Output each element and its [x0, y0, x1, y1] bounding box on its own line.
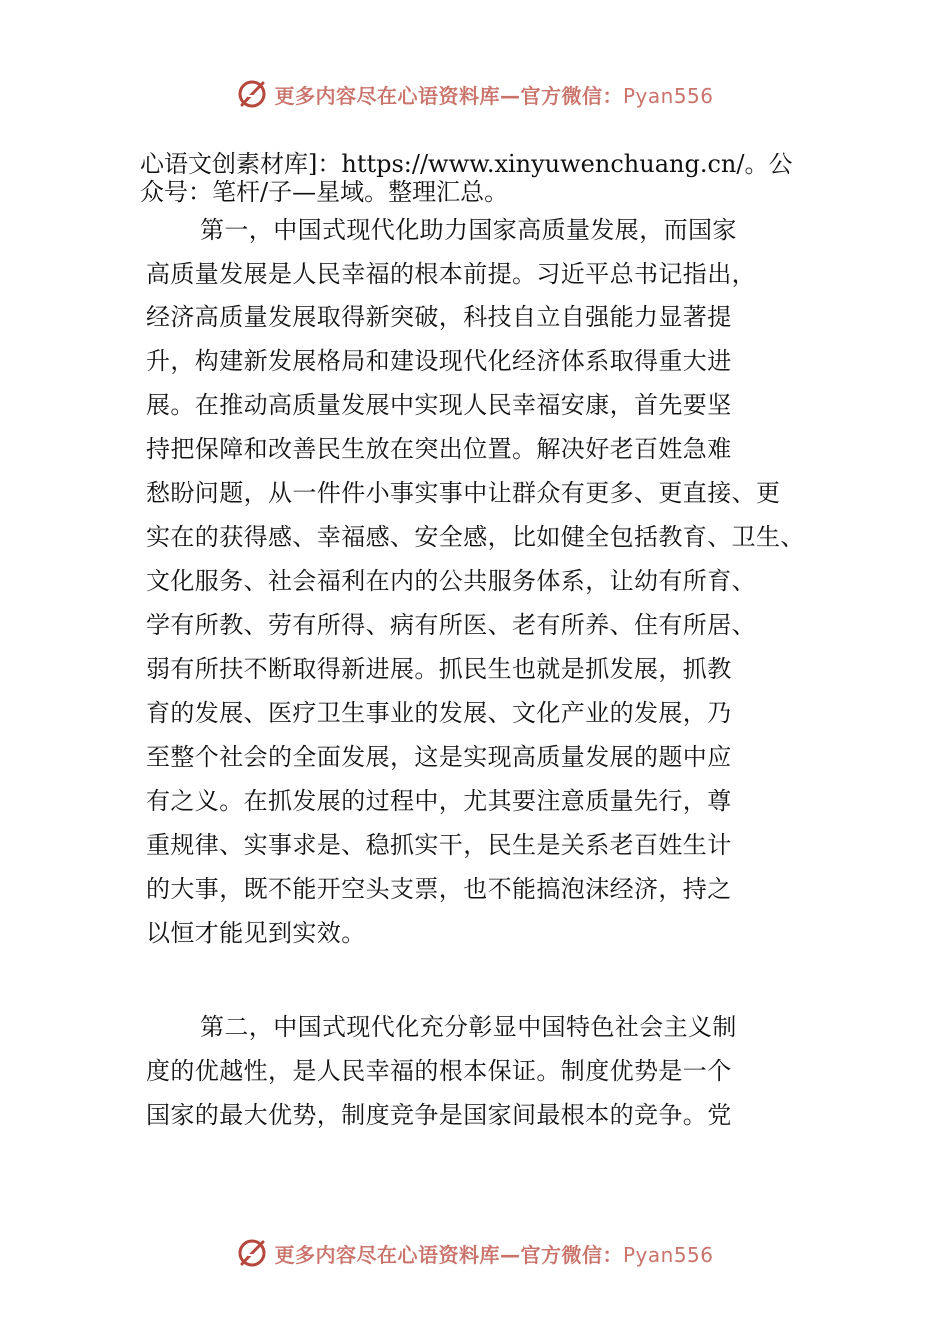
- paragraph-1-line: 实在的获得感、幸福感、安全感，比如健全包括教育、卫生、: [146, 523, 805, 551]
- paragraph-1-line: 重规律、实事求是、稳抓实干，民生是关系老百姓生计: [146, 831, 732, 859]
- footer-banner-label: 更多内容尽在心语资料库—官方微信：: [274, 1242, 623, 1267]
- paragraph-1-line: 文化服务、社会福利在内的公共服务体系，让幼有所育、: [146, 567, 756, 595]
- paragraph-1-line: 持把保障和改善民生放在突出位置。解决好老百姓急难: [146, 435, 732, 463]
- header-wechat-id: Pyan556: [622, 83, 714, 108]
- footer-wechat-id: Pyan556: [622, 1242, 714, 1267]
- brand-logo-icon: [236, 1237, 268, 1269]
- paragraph-2-line: 第二，中国式现代化充分彰显中国特色社会主义制: [200, 1013, 737, 1041]
- footer-banner: [0, 1233, 950, 1273]
- paragraph-1-line: 高质量发展是人民幸福的根本前提。习近平总书记指出，: [146, 260, 756, 288]
- header-banner-label: 更多内容尽在心语资料库—官方微信：: [274, 83, 623, 108]
- source-line-2: 众号：笔杆/子—星域。整理汇总。: [140, 178, 509, 206]
- paragraph-2-line: 国家的最大优势，制度竞争是国家间最根本的竞争。党: [146, 1101, 732, 1129]
- paragraph-1-line: 育的发展、医疗卫生事业的发展、文化产业的发展，乃: [146, 699, 732, 727]
- paragraph-1-line: 学有所教、劳有所得、病有所医、老有所养、住有所居、: [146, 611, 756, 639]
- paragraph-1-line: 展。在推动高质量发展中实现人民幸福安康，首先要坚: [146, 391, 732, 419]
- paragraph-1-line: 的大事，既不能开空头支票，也不能搞泡沫经济，持之: [146, 875, 732, 903]
- paragraph-1-line: 第一，中国式现代化助力国家高质量发展，而国家: [200, 216, 737, 244]
- paragraph-1-line: 升，构建新发展格局和建设现代化经济体系取得重大进: [146, 347, 732, 375]
- paragraph-1-line: 经济高质量发展取得新突破，科技自立自强能力显著提: [146, 303, 732, 331]
- header-banner-text: [274, 80, 713, 109]
- source-line-1: 心语文创素材库]：https://www.xinyuwenchuang.cn/。公: [140, 150, 793, 178]
- paragraph-1-line: 弱有所扶不断取得新进展。抓民生也就是抓发展，抓教: [146, 655, 732, 683]
- paragraph-1-line: 以恒才能见到实效。: [146, 919, 366, 947]
- header-banner: [0, 74, 950, 114]
- brand-logo-icon: [236, 78, 268, 110]
- paragraph-1-line: 有之义。在抓发展的过程中，尤其要注意质量先行，尊: [146, 787, 732, 815]
- paragraph-2-line: 度的优越性，是人民幸福的根本保证。制度优势是一个: [146, 1057, 732, 1085]
- paragraph-1-line: 愁盼问题，从一件件小事实事中让群众有更多、更直接、更: [146, 479, 781, 507]
- paragraph-1-line: 至整个社会的全面发展，这是实现高质量发展的题中应: [146, 743, 732, 771]
- footer-banner-text: [274, 1239, 713, 1268]
